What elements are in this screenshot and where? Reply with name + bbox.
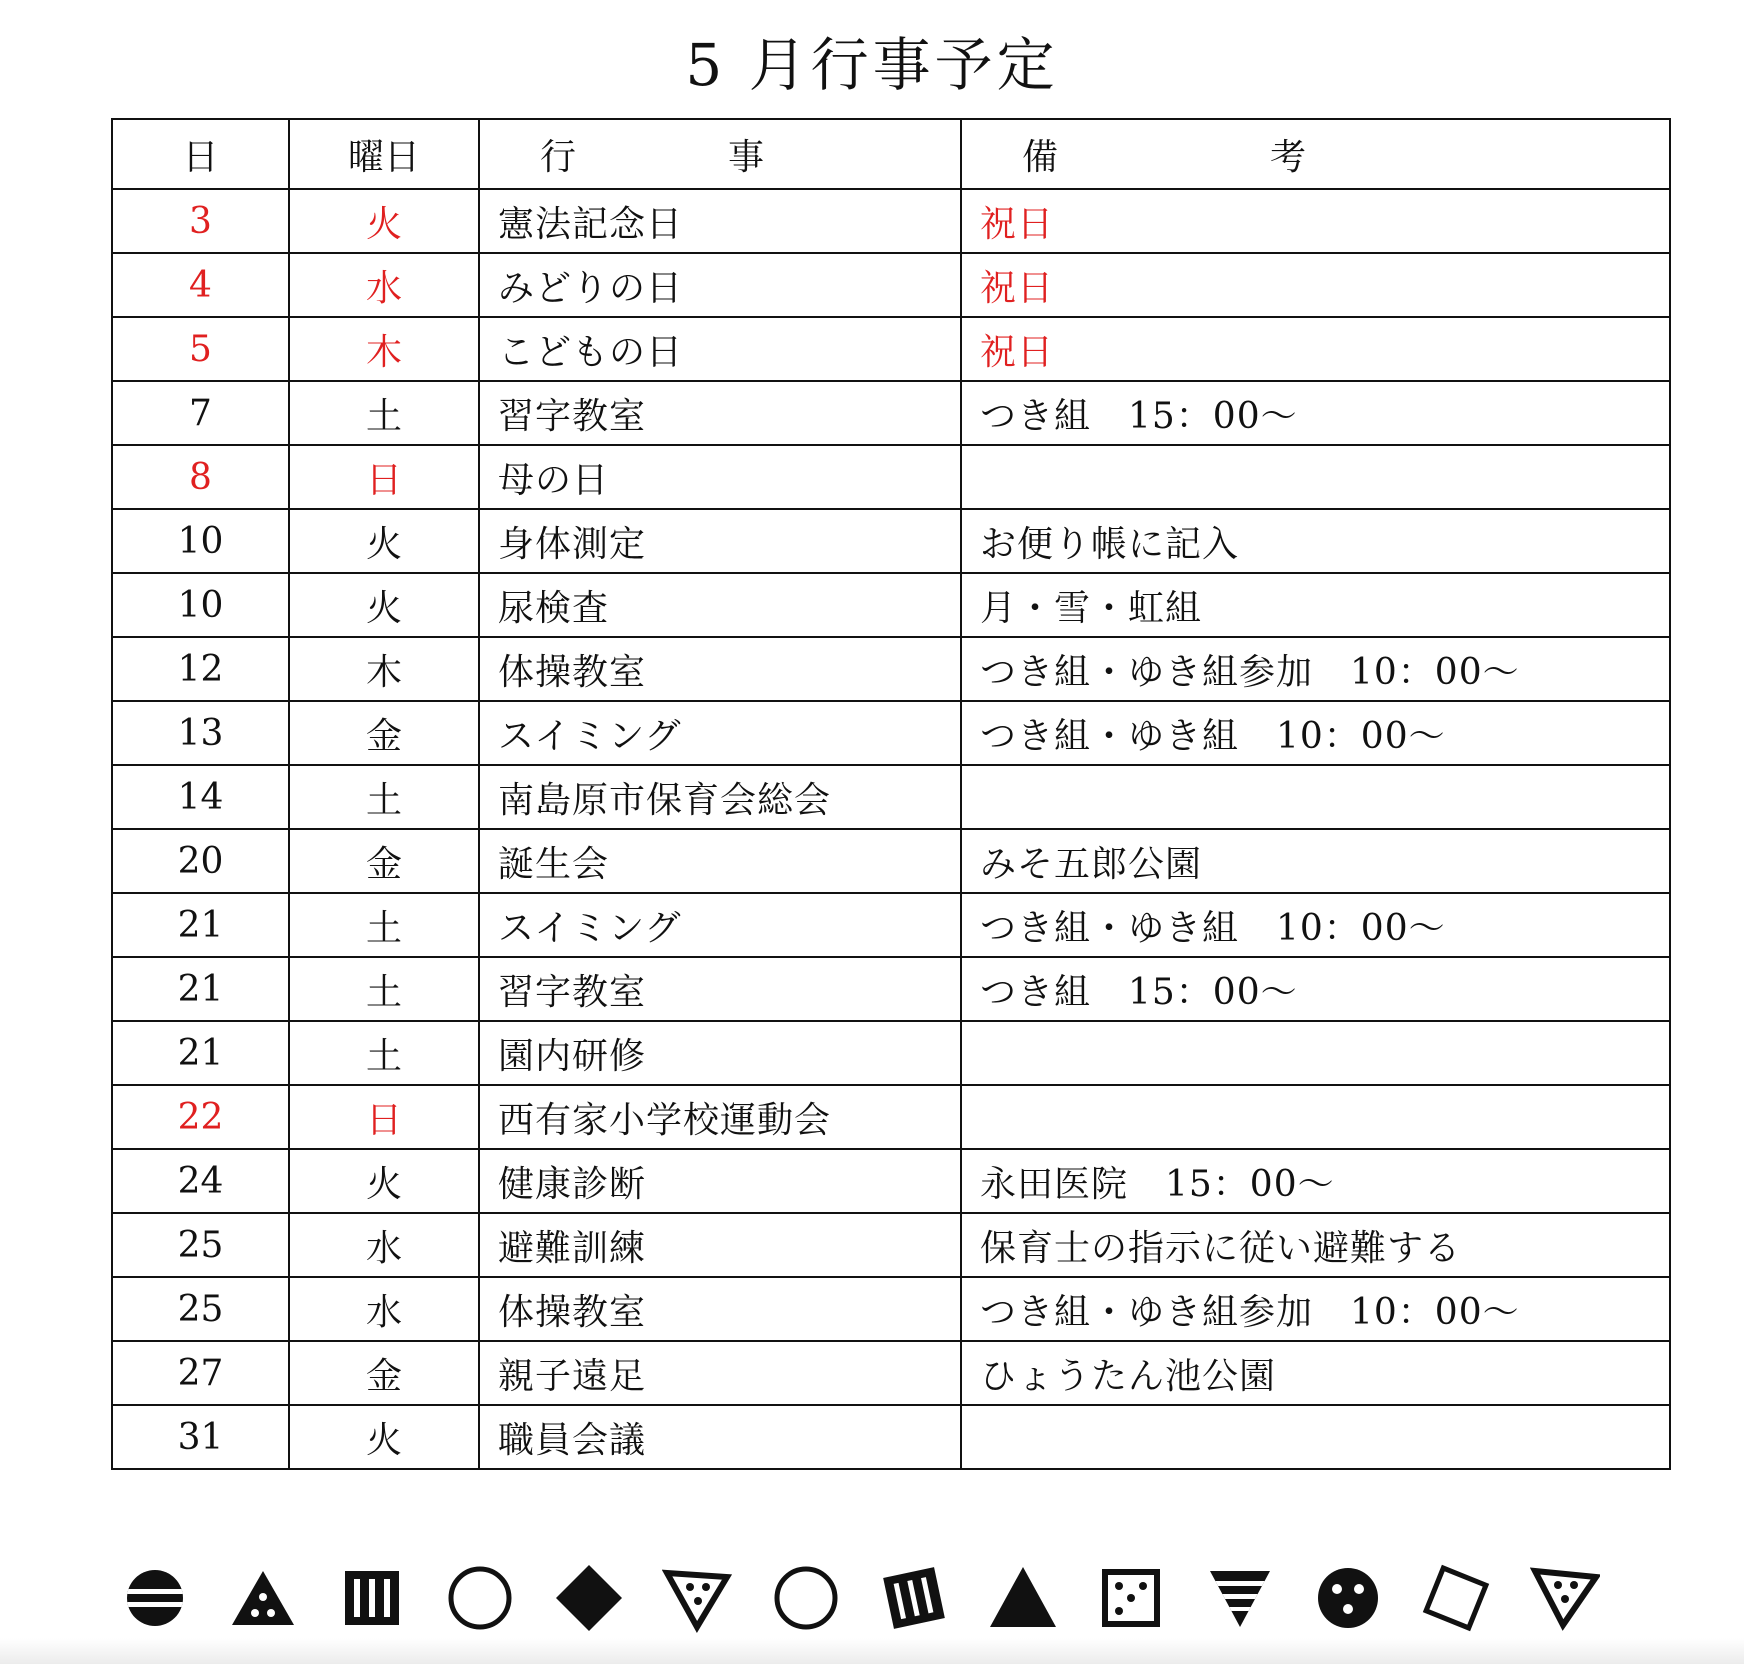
bottom-fade xyxy=(0,1638,1744,1664)
schedule-table xyxy=(111,118,1671,1470)
cell-day: 13 xyxy=(112,701,289,765)
cell-weekday: 水 xyxy=(289,1277,479,1341)
cell-day: 20 xyxy=(112,829,289,893)
cell-weekday: 木 xyxy=(289,317,479,381)
tilted-bars-square-icon xyxy=(879,1563,949,1633)
cell-event: 避難訓練 xyxy=(479,1213,961,1277)
header-event: 行 事 xyxy=(479,119,961,189)
table-row xyxy=(112,1149,1670,1213)
cell-event: 健康診断 xyxy=(479,1149,961,1213)
header-weekday: 曜日 xyxy=(289,119,479,189)
cell-note xyxy=(961,1405,1670,1469)
table-row xyxy=(112,317,1670,381)
cell-note: 保育士の指示に従い避難する xyxy=(961,1213,1670,1277)
cell-weekday: 土 xyxy=(289,957,479,1021)
table-row xyxy=(112,1213,1670,1277)
header-row xyxy=(112,119,1670,189)
cell-weekday: 金 xyxy=(289,829,479,893)
cell-note: 永田医院 15：00～ xyxy=(961,1149,1670,1213)
tilted-square-outline-icon xyxy=(1421,1563,1491,1633)
table-row xyxy=(112,1341,1670,1405)
cell-weekday: 金 xyxy=(289,1341,479,1405)
footer-symbol-row xyxy=(120,1560,1600,1636)
cell-note: ひょうたん池公園 xyxy=(961,1341,1670,1405)
cell-day: 21 xyxy=(112,957,289,1021)
cell-event: 憲法記念日 xyxy=(479,189,961,253)
cell-event: 習字教室 xyxy=(479,957,961,1021)
cell-day: 5 xyxy=(112,317,289,381)
cell-weekday: 日 xyxy=(289,445,479,509)
cell-note: つき組・ゆき組参加 10：00～ xyxy=(961,1277,1670,1341)
cell-day: 4 xyxy=(112,253,289,317)
striped-circle-icon xyxy=(120,1563,190,1633)
cell-weekday: 土 xyxy=(289,893,479,957)
cell-weekday: 火 xyxy=(289,509,479,573)
cell-event: 誕生会 xyxy=(479,829,961,893)
cell-weekday: 水 xyxy=(289,253,479,317)
cell-note: つき組 15：00～ xyxy=(961,957,1670,1021)
cell-note: つき組 15：00～ xyxy=(961,381,1670,445)
triangle-with-dots-icon xyxy=(228,1563,298,1633)
cell-note: 月・雪・虹組 xyxy=(961,573,1670,637)
cell-event: 親子遠足 xyxy=(479,1341,961,1405)
cell-note: つき組・ゆき組 10：00～ xyxy=(961,701,1670,765)
cell-weekday: 土 xyxy=(289,1021,479,1085)
dotted-filled-circle-icon xyxy=(1313,1563,1383,1633)
cell-note: お便り帳に記入 xyxy=(961,509,1670,573)
table-row xyxy=(112,701,1670,765)
table-row xyxy=(112,509,1670,573)
cell-day: 24 xyxy=(112,1149,289,1213)
cell-note xyxy=(961,765,1670,829)
cell-day: 12 xyxy=(112,637,289,701)
cell-event: 西有家小学校運動会 xyxy=(479,1085,961,1149)
cell-day: 8 xyxy=(112,445,289,509)
cell-note xyxy=(961,1021,1670,1085)
table-row xyxy=(112,381,1670,445)
filled-triangle-icon xyxy=(988,1563,1058,1633)
cell-event: 体操教室 xyxy=(479,637,961,701)
cell-weekday: 木 xyxy=(289,637,479,701)
table-row xyxy=(112,253,1670,317)
cell-weekday: 火 xyxy=(289,573,479,637)
table-row xyxy=(112,893,1670,957)
cell-event: こどもの日 xyxy=(479,317,961,381)
cell-event: 南島原市保育会総会 xyxy=(479,765,961,829)
cell-weekday: 火 xyxy=(289,189,479,253)
cell-note: つき組・ゆき組 10：00～ xyxy=(961,893,1670,957)
cell-weekday: 火 xyxy=(289,1149,479,1213)
cell-event: みどりの日 xyxy=(479,253,961,317)
cell-day: 27 xyxy=(112,1341,289,1405)
cell-note xyxy=(961,445,1670,509)
circle-outline-icon xyxy=(771,1563,841,1633)
cell-event: スイミング xyxy=(479,701,961,765)
cell-event: 職員会議 xyxy=(479,1405,961,1469)
cell-event: 園内研修 xyxy=(479,1021,961,1085)
cell-note: 祝日 xyxy=(961,189,1670,253)
cell-day: 25 xyxy=(112,1213,289,1277)
inverted-triangle-dots-icon xyxy=(1530,1563,1600,1633)
table-row xyxy=(112,637,1670,701)
cell-note: 祝日 xyxy=(961,317,1670,381)
table-row xyxy=(112,829,1670,893)
header-note: 備 考 xyxy=(961,119,1670,189)
cell-event: 母の日 xyxy=(479,445,961,509)
cell-note xyxy=(961,1085,1670,1149)
table-row xyxy=(112,1277,1670,1341)
striped-inverted-triangle-icon xyxy=(1205,1563,1275,1633)
cell-day: 14 xyxy=(112,765,289,829)
table-row xyxy=(112,1405,1670,1469)
table-row xyxy=(112,573,1670,637)
cell-weekday: 火 xyxy=(289,1405,479,1469)
table-row xyxy=(112,1085,1670,1149)
cell-day: 31 xyxy=(112,1405,289,1469)
cell-event: 体操教室 xyxy=(479,1277,961,1341)
cell-event: 尿検査 xyxy=(479,573,961,637)
table-row xyxy=(112,1021,1670,1085)
vertical-bars-square-icon xyxy=(337,1563,407,1633)
cell-day: 25 xyxy=(112,1277,289,1341)
cell-day: 10 xyxy=(112,573,289,637)
cell-note: つき組・ゆき組参加 10：00～ xyxy=(961,637,1670,701)
circle-outline-icon xyxy=(445,1563,515,1633)
cell-day: 22 xyxy=(112,1085,289,1149)
cell-note: 祝日 xyxy=(961,253,1670,317)
page-title: 5 月行事予定 xyxy=(685,31,1059,99)
cell-event: 習字教室 xyxy=(479,381,961,445)
cell-day: 10 xyxy=(112,509,289,573)
cell-weekday: 水 xyxy=(289,1213,479,1277)
cell-event: スイミング xyxy=(479,893,961,957)
cell-weekday: 日 xyxy=(289,1085,479,1149)
cell-day: 7 xyxy=(112,381,289,445)
cell-day: 3 xyxy=(112,189,289,253)
header-day: 日 xyxy=(112,119,289,189)
table-row xyxy=(112,445,1670,509)
table-row xyxy=(112,765,1670,829)
cell-day: 21 xyxy=(112,893,289,957)
cell-event: 身体測定 xyxy=(479,509,961,573)
cell-note: みそ五郎公園 xyxy=(961,829,1670,893)
cell-day: 21 xyxy=(112,1021,289,1085)
dice-square-icon xyxy=(1096,1563,1166,1633)
cell-weekday: 土 xyxy=(289,765,479,829)
inverted-triangle-dots-icon xyxy=(662,1563,732,1633)
cell-weekday: 土 xyxy=(289,381,479,445)
table-row xyxy=(112,957,1670,1021)
table-row xyxy=(112,189,1670,253)
cell-weekday: 金 xyxy=(289,701,479,765)
filled-diamond-icon xyxy=(554,1563,624,1633)
